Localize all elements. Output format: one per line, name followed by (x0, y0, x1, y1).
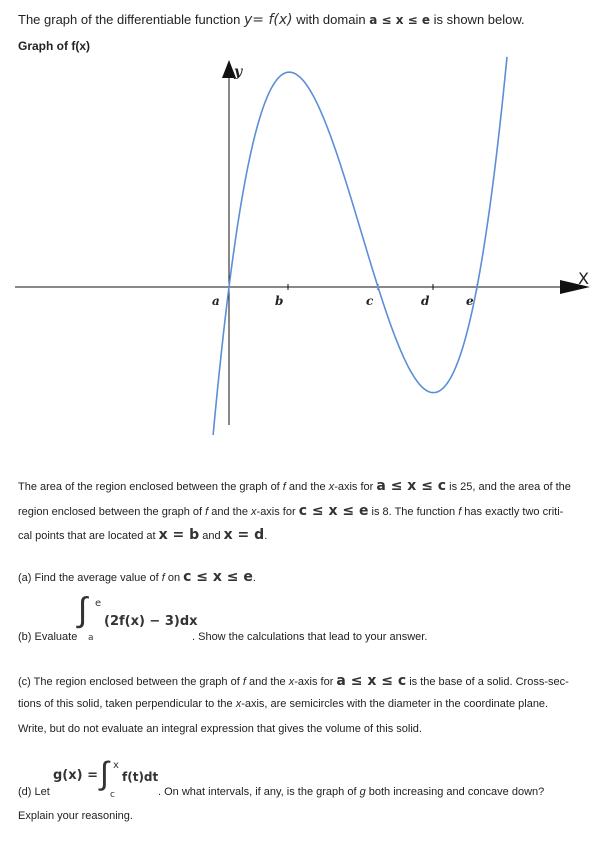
text: x (328, 481, 335, 493)
integrand: f(t)dt (122, 770, 159, 784)
text: x (235, 698, 242, 710)
graph-title: Graph of f(x) (18, 39, 90, 53)
text: . (264, 530, 268, 542)
text: -axis for (256, 506, 299, 518)
point-label-d: d (421, 294, 430, 308)
x-axis-label: X (578, 269, 589, 288)
text: has exactly two criti- (461, 506, 564, 518)
point-label-a: a (212, 294, 220, 308)
intro-pre: The graph of the differentiable function (18, 12, 244, 27)
part-d-question (158, 786, 544, 798)
text: The area of the region enclosed between the graph of (18, 481, 283, 493)
y-axis-label: y (234, 64, 243, 80)
part-c-line-2 (18, 698, 548, 710)
part-a (18, 569, 256, 585)
intro-post: is shown below. (429, 12, 525, 27)
paragraph-line-3 (18, 527, 267, 543)
point-label-b: b (275, 294, 284, 308)
text: cal points that are located at (18, 530, 159, 542)
integrand: (2f(x) − 3)dx (104, 614, 198, 629)
text: x (251, 506, 257, 518)
text: and the (245, 676, 289, 688)
text: f (458, 506, 462, 518)
graph-of-f (0, 50, 605, 435)
text: -axis, are semicircles with the diameter in the coordinate plane. (241, 698, 549, 710)
intro-mid: with domain (292, 12, 370, 27)
text: tions of this solid, taken perpendicular to the (18, 698, 236, 710)
interval-a-c: a ≤ x ≤ c (336, 673, 407, 689)
text: f (161, 572, 165, 584)
interval-a-c: a ≤ x ≤ c (376, 478, 447, 494)
interval-c-e: c ≤ x ≤ e (298, 503, 369, 519)
text: -axis for (334, 481, 377, 493)
critical-point-d: x = d (223, 527, 265, 543)
curve-f (212, 57, 507, 435)
text: x (288, 676, 295, 688)
intro-text (18, 12, 525, 28)
interval-c-e: c ≤ x ≤ e (183, 569, 253, 585)
integral-sign: ∫ (78, 590, 88, 630)
point-label-e: e (466, 294, 474, 308)
part-c-line-1 (18, 673, 569, 689)
text: . (252, 572, 256, 584)
text: and (199, 530, 224, 542)
text: f (205, 506, 209, 518)
critical-point-b: x = b (158, 527, 200, 543)
text: Explain your reasoning. (18, 810, 133, 822)
text: region enclosed between the graph of (18, 506, 206, 518)
text: and the (208, 506, 252, 518)
text: . On what intervals, if any, is the graph of (158, 786, 360, 798)
function-expression: y= f(x) (243, 12, 293, 28)
text: (c) The region enclosed between the graph of (18, 676, 243, 688)
text: is the base of a solid. Cross-sec- (406, 676, 569, 688)
text: f (282, 481, 286, 493)
text: . Show the calculations that lead to your answer. (192, 631, 428, 643)
point-label-c: c (366, 294, 374, 308)
upper-limit: e (95, 598, 102, 609)
lower-limit: a (88, 633, 94, 643)
text: is 8. The function (368, 506, 459, 518)
text: is 25, and the area of the (446, 481, 571, 493)
paragraph-line-2 (18, 503, 563, 519)
g-definition: g(x) = (53, 768, 98, 783)
text: and the (285, 481, 329, 493)
text: g (359, 786, 366, 798)
text: f (242, 676, 246, 688)
part-d-label: (d) Let (18, 786, 50, 798)
lower-limit: c (110, 790, 115, 800)
upper-limit: x (113, 760, 119, 771)
text: both increasing and concave down? (365, 786, 545, 798)
paragraph-line-1 (18, 478, 571, 494)
part-b-label: (b) Evaluate (18, 631, 78, 643)
text: on (164, 572, 184, 584)
text: (a) Find the average value of (18, 572, 162, 584)
text: -axis for (294, 676, 337, 688)
integral-sign: ∫ (100, 754, 109, 792)
domain-expression: a ≤ x ≤ e (369, 13, 430, 27)
part-c-line-3: Write, but do not evaluate an integral expression that gives the volume of this solid. (18, 723, 422, 735)
